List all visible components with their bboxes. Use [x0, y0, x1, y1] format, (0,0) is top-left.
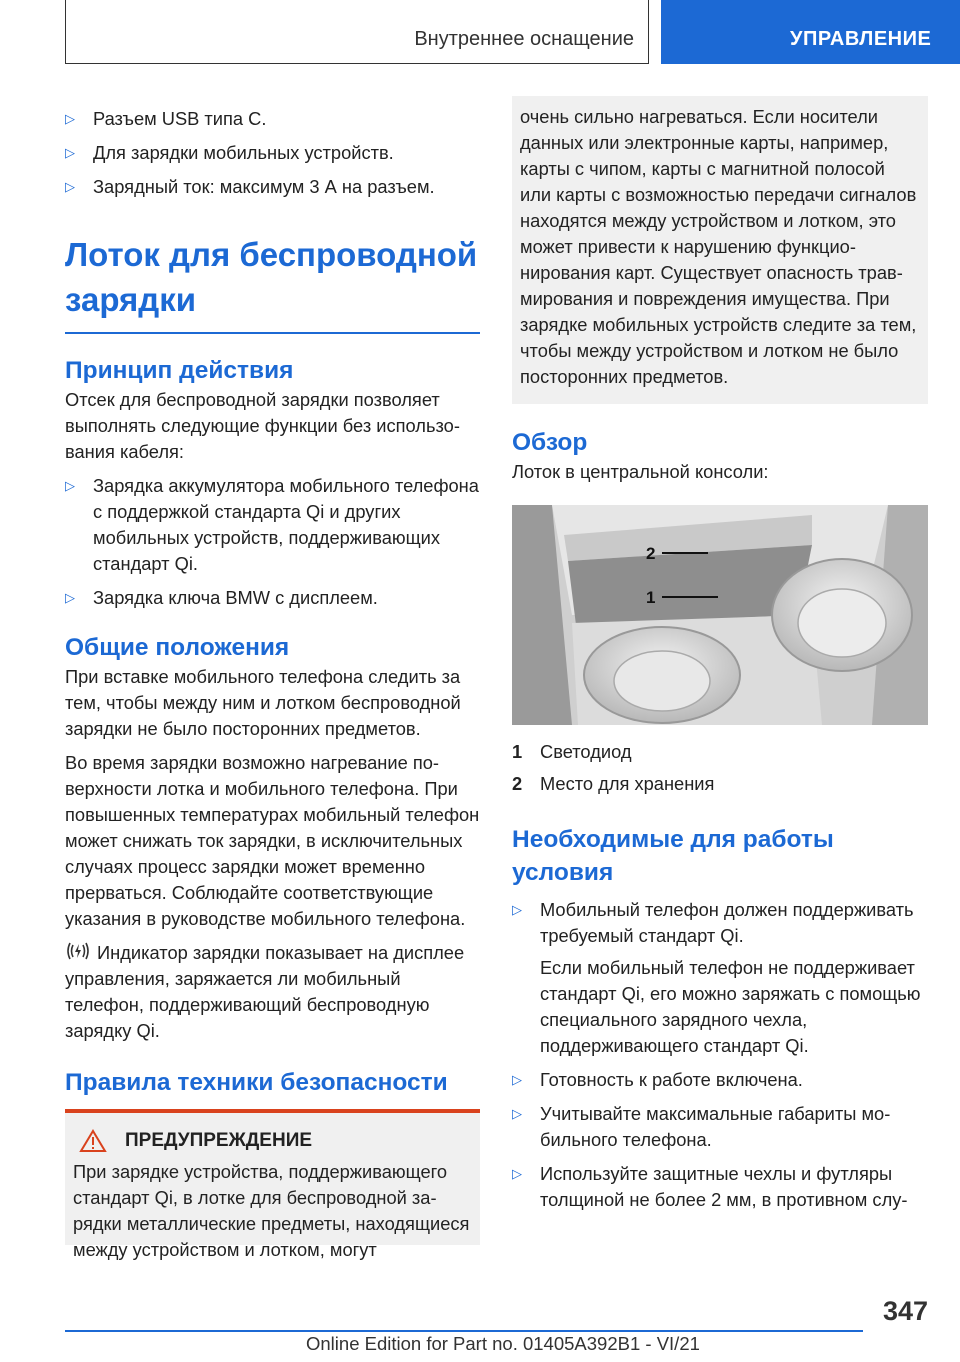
header-section-tab	[65, 0, 649, 64]
bullet-arrow-icon: ▷	[512, 1072, 522, 1087]
header-chapter-tab	[661, 0, 960, 64]
footer-divider	[65, 1330, 863, 1332]
warning-title: ПРЕДУПРЕЖДЕНИЕ	[125, 1129, 313, 1151]
bullet-arrow-icon: ▷	[65, 477, 75, 493]
wireless-charging-icon	[65, 940, 91, 962]
safety-heading: Правила техники безопасности	[65, 1068, 448, 1096]
general-heading: Общие положения	[65, 633, 290, 661]
console-tray-figure	[512, 505, 928, 725]
general-paragraph: Индикатор зарядки показывает на дисплее управления, заряжается ли мобильный телефон, поддерживающий беспроводную зарядку Qi.	[65, 941, 465, 1041]
warning-header	[73, 1129, 474, 1153]
warning-box	[65, 1113, 480, 1260]
page-title: Лоток для беспроводной зарядки	[65, 236, 478, 318]
legend-item: 1 Светодиод	[512, 741, 632, 762]
header-chapter-title: УПРАВЛЕНИЕ	[790, 28, 932, 50]
overview-heading: Обзор	[512, 429, 588, 456]
list-item: ▷ Зарядка аккумулятора мобильного телефона с поддержкой стандарта Qi и других мобильных устройств, поддерживающих стандарт Qi.	[65, 474, 479, 574]
right-column	[512, 96, 928, 1213]
principle-heading: Принцип действия	[65, 356, 294, 384]
list-item: ▷ Разъем USB типа C.	[65, 106, 480, 132]
warning-triangle-icon	[79, 1129, 107, 1153]
conditions-heading: Необходимые для работы условия	[512, 826, 834, 886]
warning-text: При зарядке устройства, поддерживающего стандарт Qi, в лотке для беспроводной зарядки металлические предметы, находящиеся между устройством и лотком, могут	[73, 1160, 470, 1260]
list-item: ▷ Готовность к работе включена.	[512, 1067, 928, 1093]
warning-text: очень сильно нагреваться. Если носители данных или электронные карты, например, карты с чипом, карты с магнитной полосой или карты с возможностью передачи сигналов находятся между устройством и лотком, это может привести к нарушению функционирования карт. Существует опасность травмирования и повреждения имущества. При зарядке мобильных устройств следите за тем, чтобы между устройством и лотком не было посторонних предметов.	[520, 106, 917, 387]
bullet-arrow-icon: ▷	[65, 111, 75, 126]
left-column	[65, 96, 480, 1260]
general-paragraph: Во время зарядки возможно нагревание поверхности лотка и мобильного телефона. При повышенных температурах мобильный телефон может снижать ток зарядки, в исключительных случаях процесс зарядки может временно прерваться. Соблюдайте соответствующие указания в руководстве мобильного телефона.	[65, 751, 480, 929]
legend-item: 2 Место для хранения	[512, 773, 715, 794]
list-item: ▷ Мобильный телефон должен поддерживать требуемый стандарт Qi. Если мобильный телефон не поддерживает стандарт Qi, его можно заряжать с помощью специального зарядного чехла, поддерживающего стандарт Qi.	[512, 899, 921, 1056]
list-item: ▷ Учитывайте максимальные габариты мобильного телефона.	[512, 1103, 891, 1150]
console-tray-illustration	[512, 505, 928, 725]
title-divider	[65, 332, 480, 334]
principle-text: Отсек для беспроводной зарядки позволяет выполнять следующие функции без использования кабеля:	[65, 388, 460, 462]
bullet-arrow-icon: ▷	[65, 179, 75, 194]
bullet-arrow-icon: ▷	[512, 1106, 522, 1121]
bullet-arrow-icon: ▷	[65, 145, 75, 160]
bullet-arrow-icon: ▷	[512, 1166, 522, 1181]
general-paragraph: При вставке мобильного телефона следить за тем, чтобы между ним и лотком беспроводной зарядки не было посторонних предметов.	[65, 665, 461, 739]
bullet-arrow-icon: ▷	[65, 589, 75, 605]
footer-edition: Online Edition for Part no. 01405A392B1 - VI/21	[306, 1333, 700, 1354]
list-item: ▷ Зарядный ток: максимум 3 А на разъем.	[65, 174, 480, 200]
callout-label: 1	[646, 588, 656, 607]
callout-label: 2	[646, 544, 656, 563]
bullet-arrow-icon: ▷	[512, 902, 522, 917]
overview-text: Лоток в центральной консоли:	[512, 461, 769, 482]
warning-box-continued	[512, 96, 928, 404]
list-item: ▷ Для зарядки мобильных устройств.	[65, 140, 480, 166]
list-item: ▷ Зарядка ключа BMW с дисплеем.	[65, 585, 480, 611]
header-section-title: Внутреннее оснащение	[414, 28, 634, 50]
page-number: 347	[882, 1296, 928, 1326]
list-item: ▷ Используйте защитные чехлы и футляры толщиной не более 2 мм, в противном слу-	[512, 1163, 908, 1210]
